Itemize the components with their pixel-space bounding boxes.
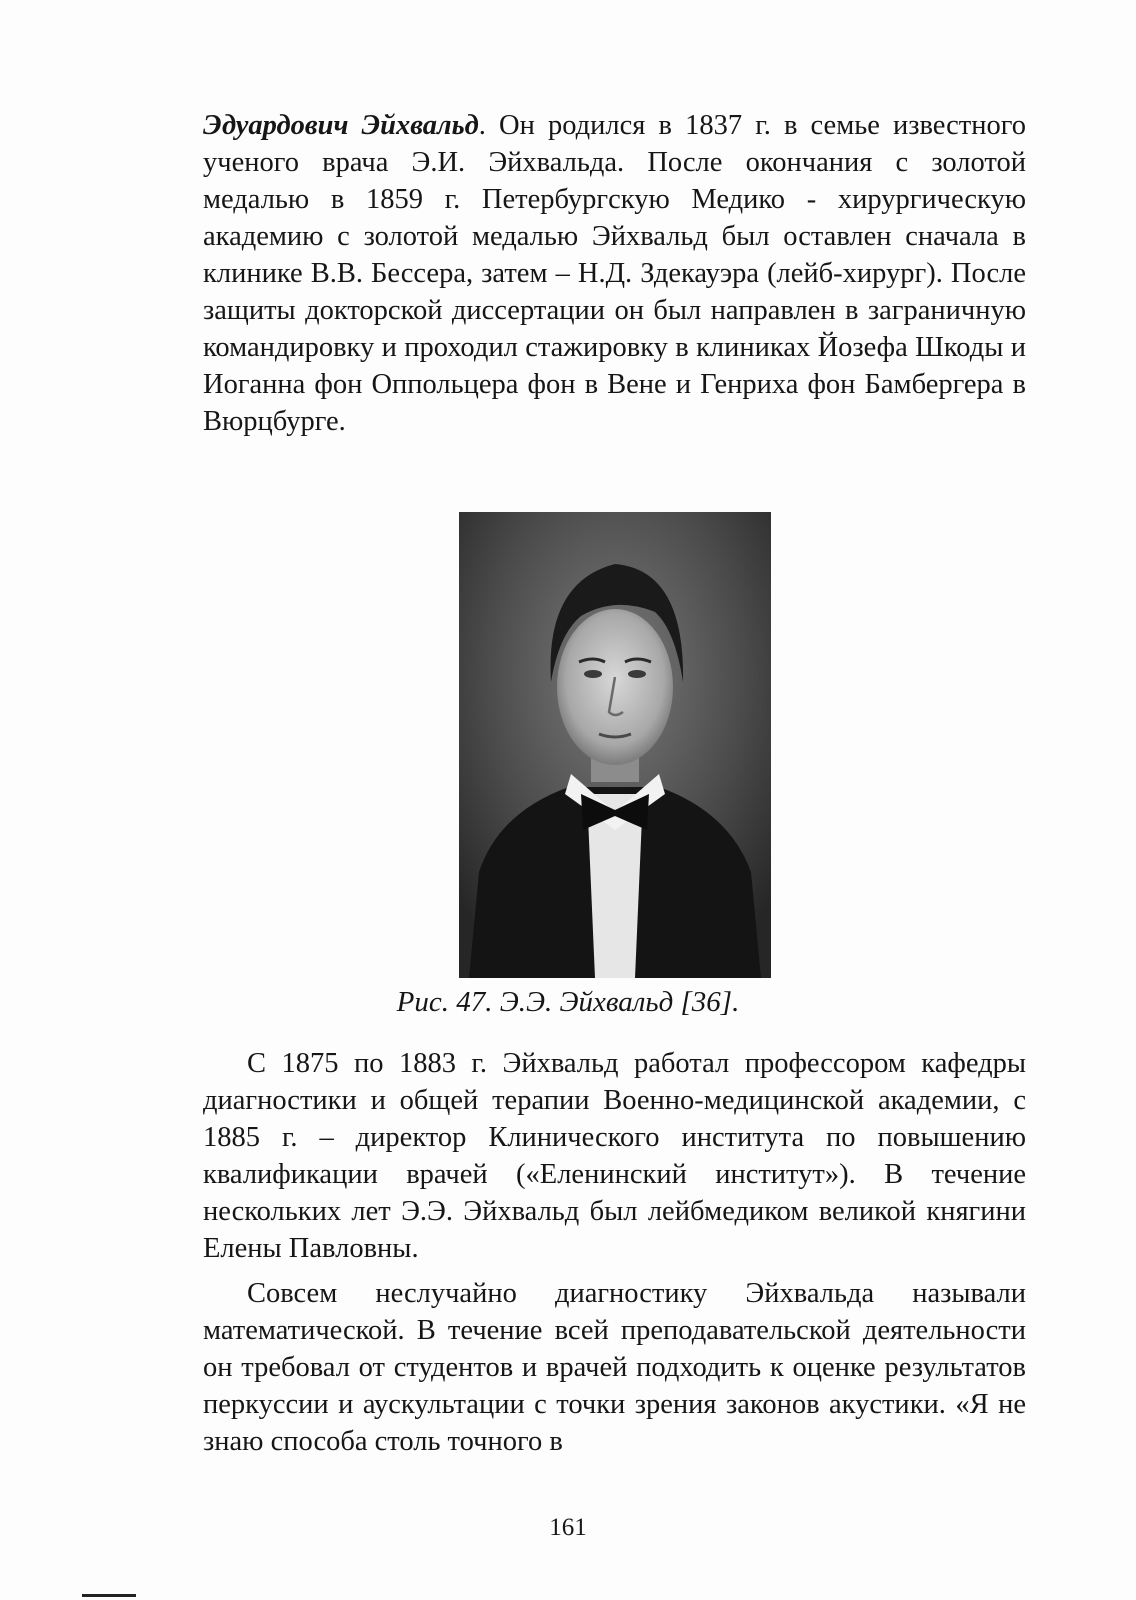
portrait-image	[459, 512, 771, 978]
paragraph-2: С 1875 по 1883 г. Эйхвальд работал профессором кафедры диагностики и общей терапии Военно-медицинской академии, с 1885 г. – директор Клинического института по повышению квалификации врачей («Еленинский институт»). В течение нескольких лет Э.Э. Эйхвальд был лейбмедиком великой княгини Елены Павловны.	[203, 1048, 1026, 1264]
page-number: 161	[549, 1514, 587, 1541]
paragraph-3: Совсем неслучайно диагностику Эйхвальда называли математической. В течение всей преподавательской деятельности он требовал от студентов и врачей подходить к оценке результатов перкуссии и аускультации с точки зрения законов акустики. «Я не знаю способа столь точного в	[203, 1278, 1026, 1457]
paragraph-1-text: . Он родился в 1837 г. в семье известного ученого врача Э.И. Эйхвальда. После окончания с золотой медалью в 1859 г. Петербургскую Медико - хирургическую академию с золотой медалью Эйхвальд был оставлен сначала в клинике В.В. Бессера, затем – Н.Д. Здекауэра (лейб-хирург). После защиты докторской диссертации он был направлен в заграничную командировку и проходил стажировку в клиниках Йозефа Шкоды и Иоганна фон Оппольцера фон в Вене и Генриха фон Бамбергера в Вюрцбурге.	[203, 110, 1026, 437]
body-text	[203, 1045, 1026, 1460]
portrait-photo	[459, 512, 771, 978]
figure-caption: Рис. 47. Э.Э. Эйхвальд [36].	[396, 986, 740, 1018]
paragraph-1	[203, 107, 1026, 440]
name-lead: Эдуардович Эйхвальд	[203, 110, 479, 141]
scan-edge-mark	[82, 1594, 136, 1597]
intro-paragraph	[203, 107, 1026, 440]
